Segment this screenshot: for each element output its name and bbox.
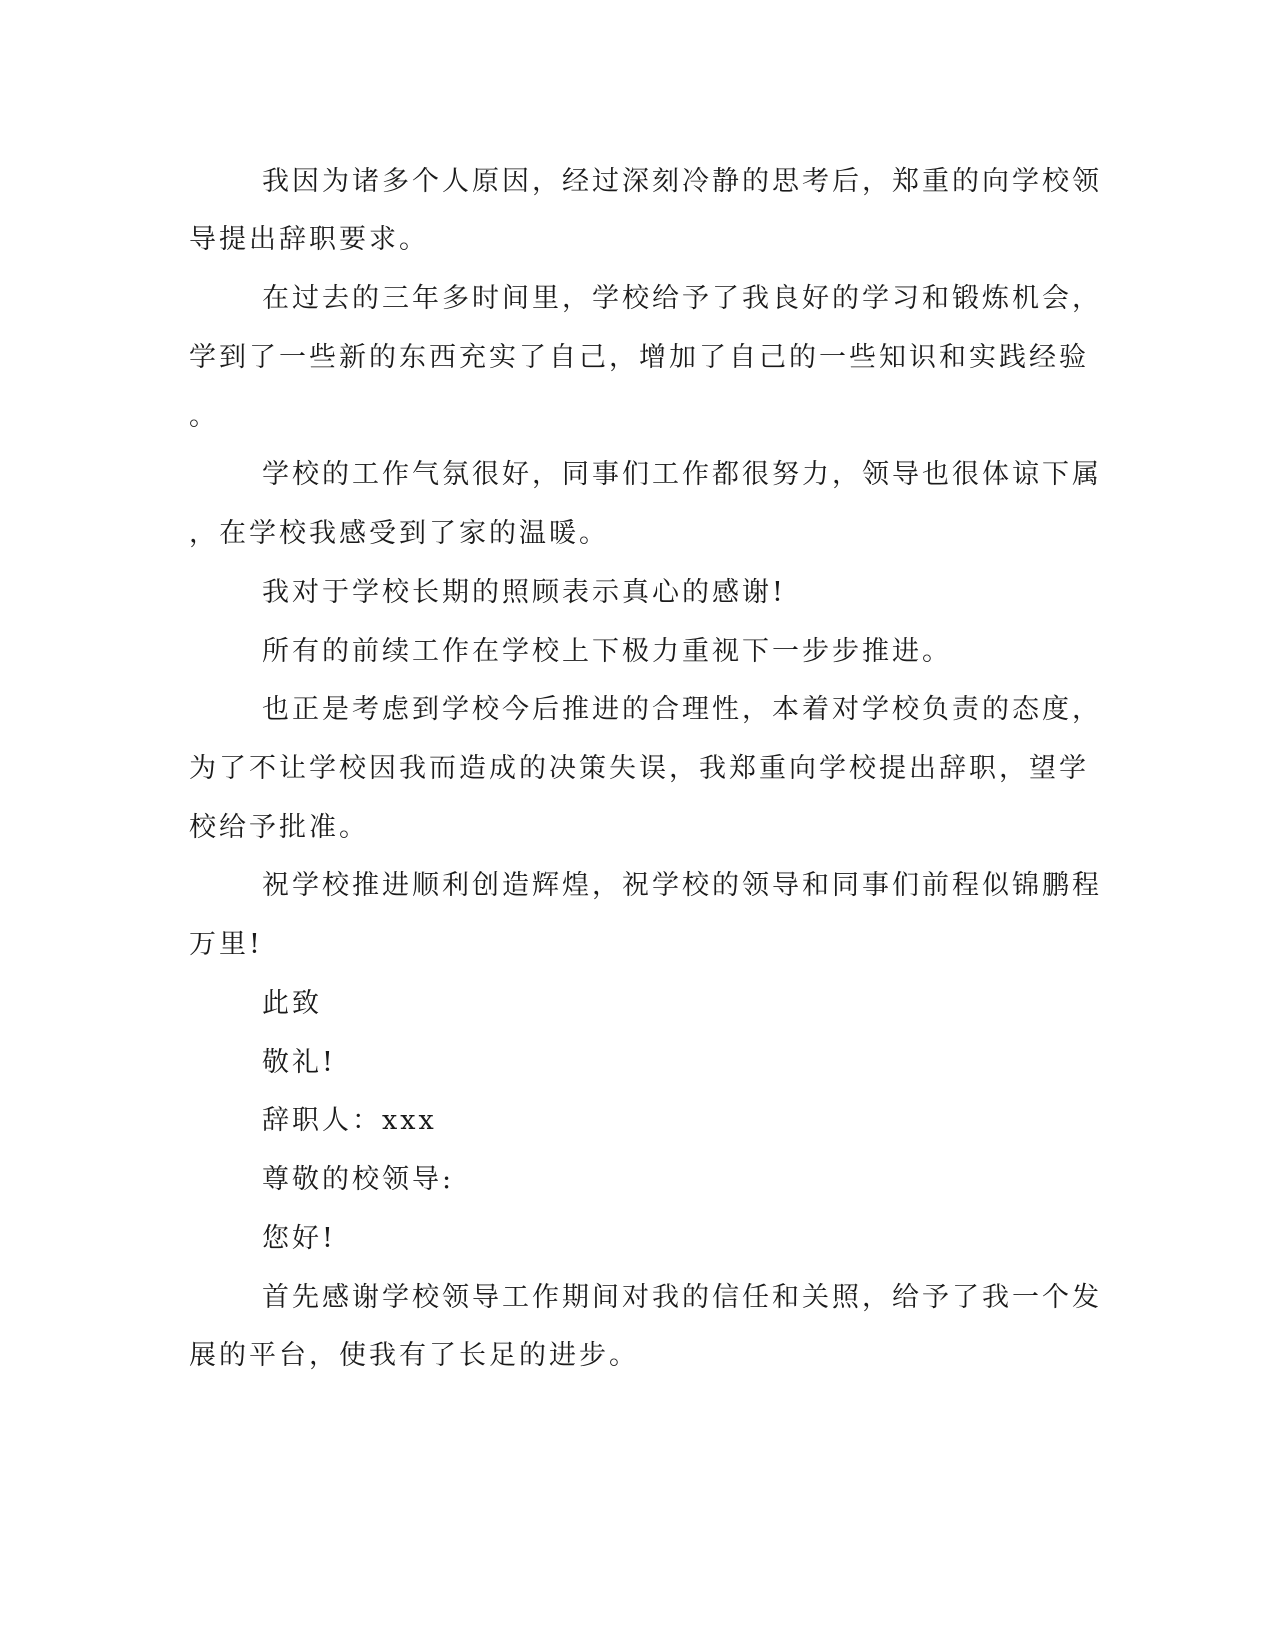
paragraph-1-line-1: 我因为诸多个人原因，经过深刻冷静的思考后，郑重的向学校领 (262, 166, 1102, 197)
paragraph-6-line-2: 为了不让学校因我而造成的决策失误，我郑重向学校提出辞职，望学 (189, 753, 1089, 784)
salutation-line: 尊敬的校领导: (262, 1164, 455, 1195)
paragraph-5-line-1: 所有的前续工作在学校上下极力重视下一步步推进。 (262, 636, 952, 667)
paragraph-2-line-2: 学到了一些新的东西充实了自己，增加了自己的一些知识和实践经验 (189, 342, 1089, 373)
greeting-line: 您好! (262, 1223, 336, 1254)
paragraph-3-line-2: ，在学校我感受到了家的温暖。 (189, 518, 609, 549)
closing-ci-zhi: 此致 (262, 988, 322, 1019)
paragraph-3-line-1: 学校的工作气氛很好，同事们工作都很努力，领导也很体谅下属 (262, 459, 1102, 490)
paragraph-8-line-2: 展的平台，使我有了长足的进步。 (189, 1340, 639, 1371)
paragraph-6-line-3: 校给予批准。 (189, 812, 369, 843)
paragraph-1-line-2: 导提出辞职要求。 (189, 224, 429, 255)
paragraph-2-line-1: 在过去的三年多时间里，学校给予了我良好的学习和锻炼机会， (262, 283, 1102, 314)
signature-line: 辞职人：xxx (262, 1105, 437, 1136)
paragraph-8-line-1: 首先感谢学校领导工作期间对我的信任和关照，给予了我一个发 (262, 1282, 1102, 1313)
paragraph-7-line-2: 万里! (189, 929, 263, 960)
paragraph-4-line-1: 我对于学校长期的照顾表示真心的感谢! (262, 577, 786, 608)
paragraph-7-line-1: 祝学校推进顺利创造辉煌，祝学校的领导和同事们前程似锦鹏程 (262, 870, 1102, 901)
closing-jing-li: 敬礼! (262, 1047, 336, 1078)
paragraph-2-line-3: 。 (189, 401, 219, 432)
paragraph-6-line-1: 也正是考虑到学校今后推进的合理性，本着对学校负责的态度， (262, 694, 1102, 725)
